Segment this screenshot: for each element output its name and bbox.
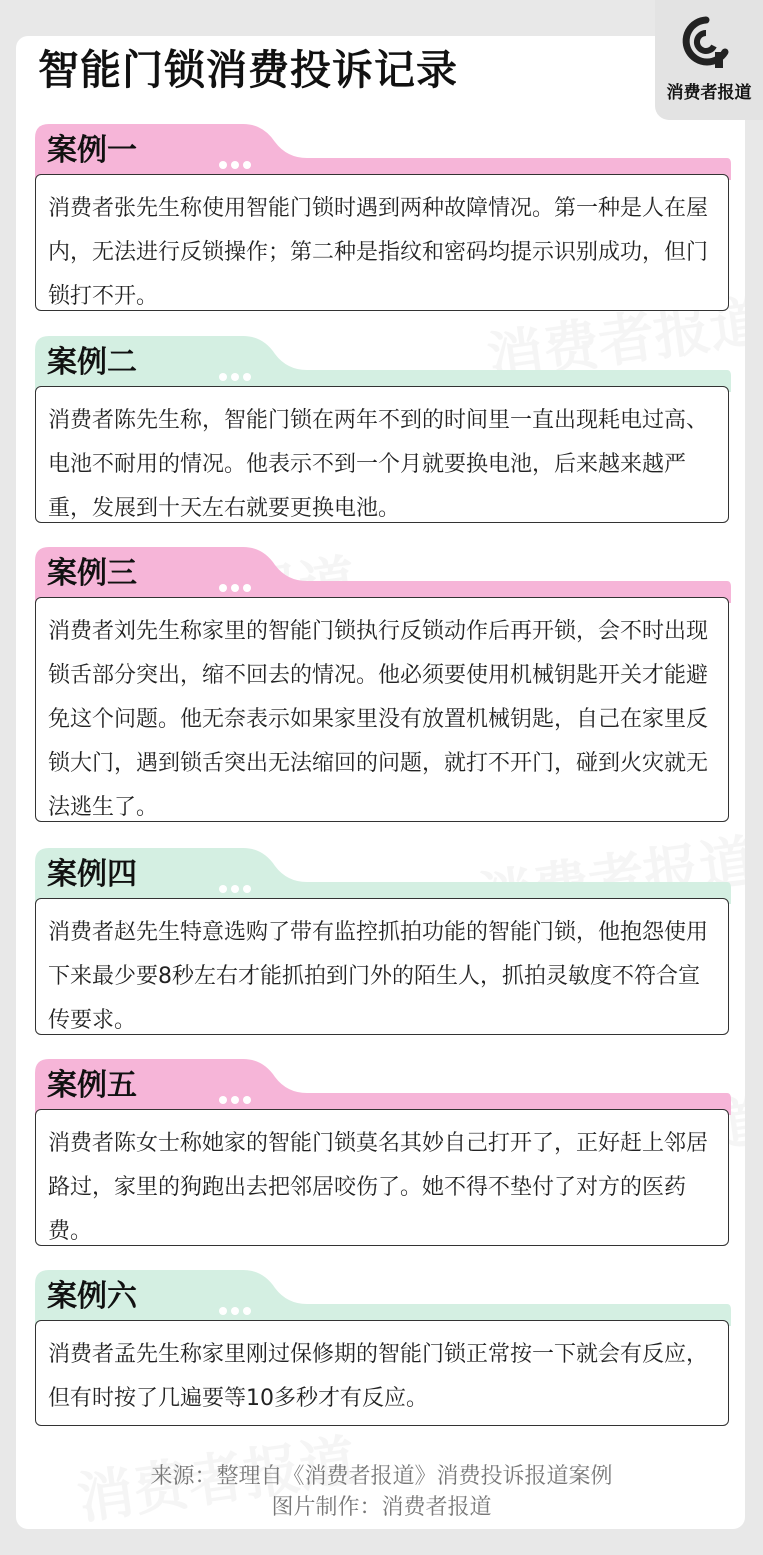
case-item xyxy=(35,1059,731,1246)
dots-icon xyxy=(219,878,259,888)
case-label: 案例四 xyxy=(47,857,137,892)
case-item xyxy=(35,336,731,523)
source-note: 来源：整理自《消费者报道》消费投诉报道案例 xyxy=(150,1464,613,1489)
case-text: 消费者张先生称使用智能门锁时遇到两种故障情况。第一种是人在屋内，无法进行反锁操作；第二种是指纹和密码均提示识别成功，但门锁打不开。 xyxy=(35,174,729,311)
dots-icon xyxy=(219,1089,259,1099)
case-tab xyxy=(35,1270,731,1326)
case-label: 案例六 xyxy=(47,1279,137,1314)
case-item xyxy=(35,848,731,1035)
case-label: 案例一 xyxy=(47,133,137,168)
brand-logo-text: 消费者报道 xyxy=(666,83,752,103)
brand-logo xyxy=(655,0,763,120)
dots-icon xyxy=(219,1300,259,1310)
dots-icon xyxy=(219,366,259,376)
case-text: 消费者孟先生称家里刚过保修期的智能门锁正常按一下就会有反应，但有时按了几遍要等10多秒才有反应。 xyxy=(35,1320,729,1426)
case-text: 消费者陈女士称她家的智能门锁莫名其妙自己打开了，正好赶上邻居路过，家里的狗跑出去把邻居咬伤了。她不得不垫付了对方的医药费。 xyxy=(35,1109,729,1246)
case-item xyxy=(35,1270,731,1426)
case-tab xyxy=(35,848,731,904)
dots-icon xyxy=(219,154,259,164)
case-label: 案例三 xyxy=(47,556,137,591)
brand-logo-icon xyxy=(681,16,731,72)
case-text: 消费者赵先生特意选购了带有监控抓拍功能的智能门锁，他抱怨使用下来最少要8秒左右才能抓拍到门外的陌生人，抓拍灵敏度不符合宣传要求。 xyxy=(35,898,729,1035)
page-title: 智能门锁消费投诉记录 xyxy=(38,46,458,94)
dots-icon xyxy=(219,577,259,587)
case-tab xyxy=(35,1059,731,1115)
case-label: 案例五 xyxy=(47,1068,137,1103)
case-tab xyxy=(35,547,731,603)
case-label: 案例二 xyxy=(47,345,137,380)
case-item xyxy=(35,124,731,311)
case-tab xyxy=(35,124,731,180)
case-text: 消费者刘先生称家里的智能门锁执行反锁动作后再开锁，会不时出现锁舌部分突出，缩不回去的情况。他必须要使用机械钥匙开关才能避免这个问题。他无奈表示如果家里没有放置机械钥匙，自己在家里反锁大门，遇到锁舌突出无法缩回的问题，就打不开门，碰到火灾就无法逃生了。 xyxy=(35,597,729,822)
case-item xyxy=(35,547,731,822)
case-tab xyxy=(35,336,731,392)
case-text: 消费者陈先生称，智能门锁在两年不到的时间里一直出现耗电过高、电池不耐用的情况。他表示不到一个月就要换电池，后来越来越严重，发展到十天左右就要更换电池。 xyxy=(35,386,729,523)
maker-note: 图片制作：消费者报道 xyxy=(271,1495,492,1520)
